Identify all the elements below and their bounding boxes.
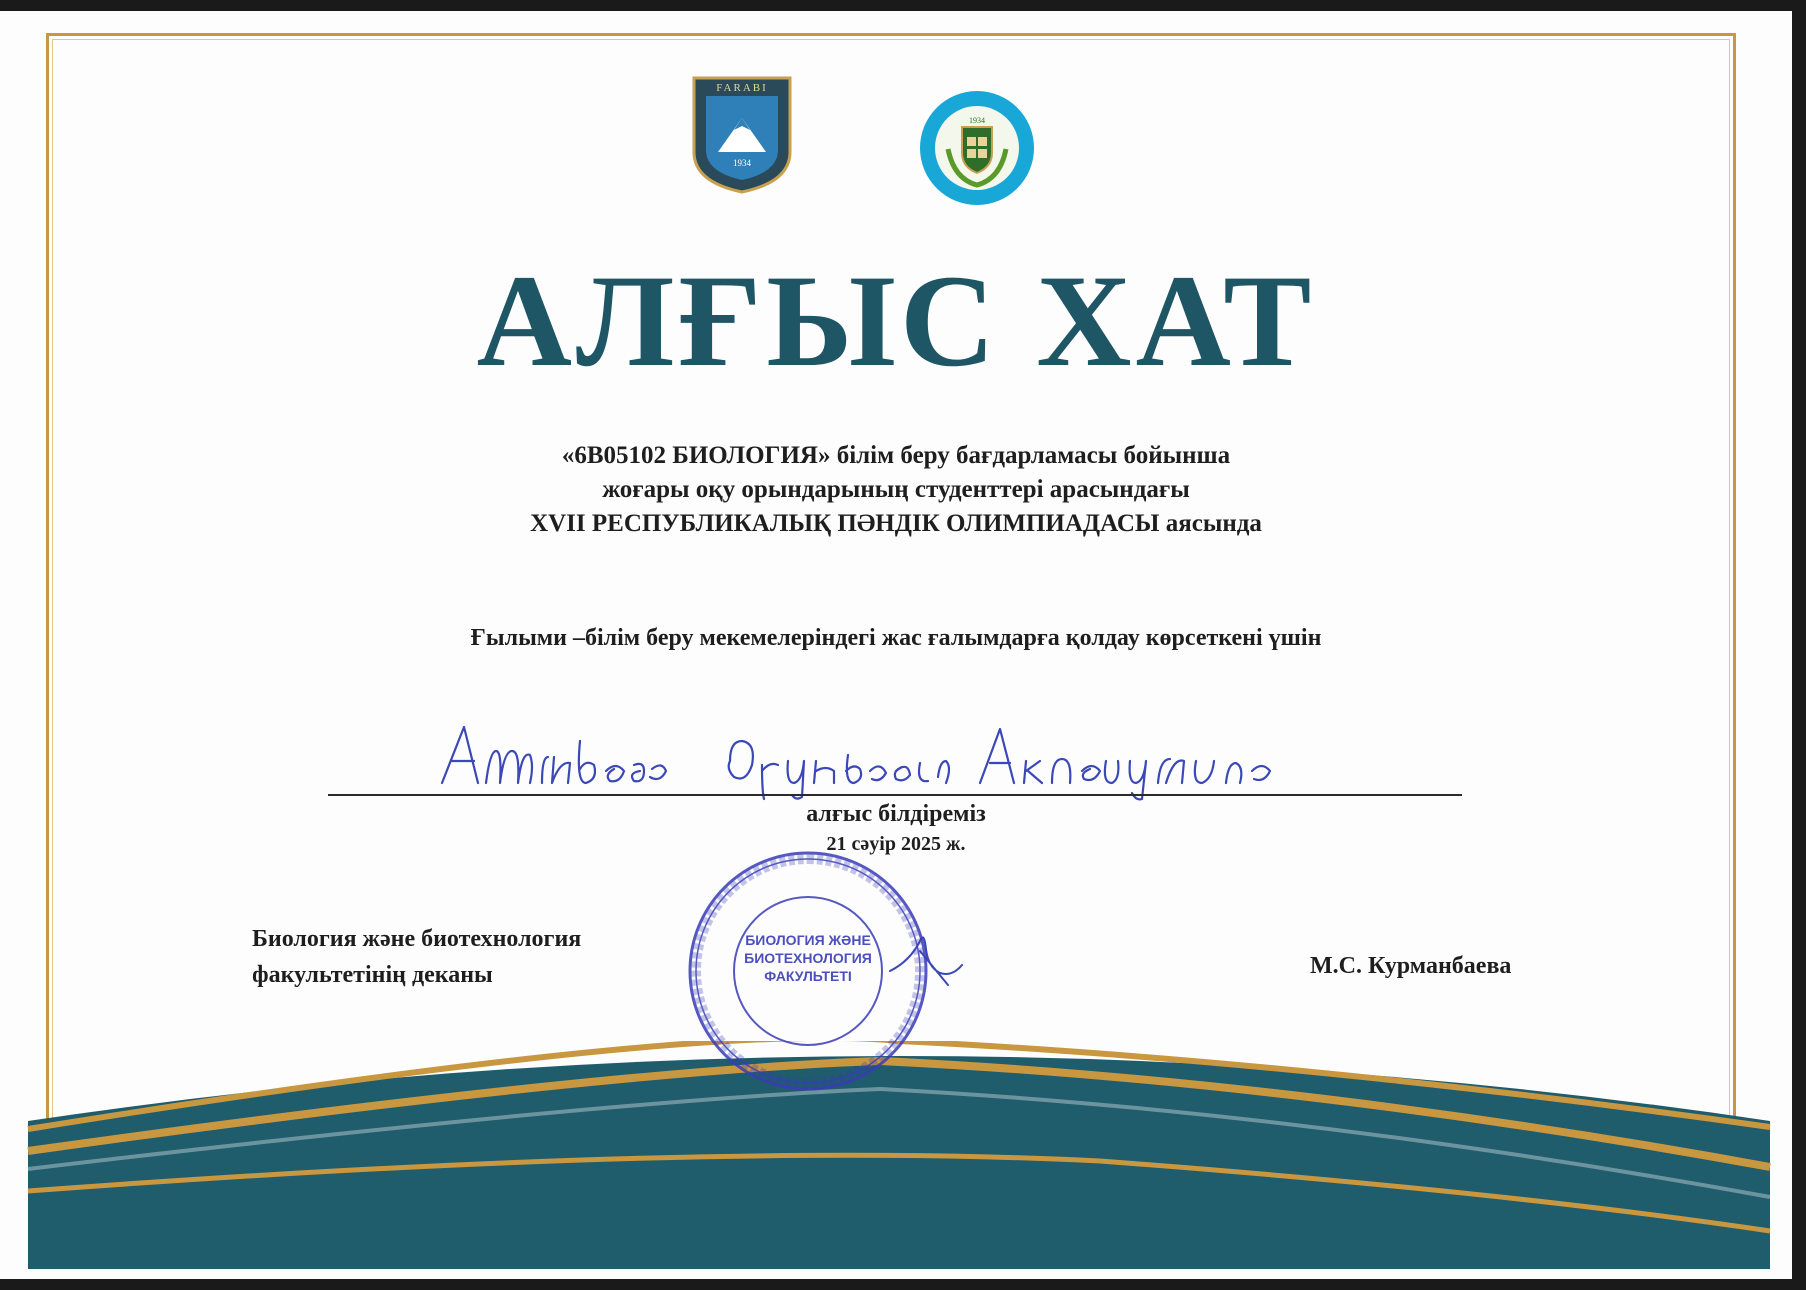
award-reason: Ғылыми –білім беру мекемелеріндегі жас ғалымдарға қолдау көрсеткені үшін: [470, 625, 1322, 651]
svg-text:1934: 1934: [969, 116, 985, 125]
dean-title: [252, 921, 581, 993]
recipient-name-line: [328, 794, 1462, 796]
dean-name: М.С. Курманбаева: [1310, 953, 1512, 979]
program-line-2: жоғары оқу орындарының студенттері арасындағы: [602, 476, 1190, 503]
dean-title-line-2: факультетінің деканы: [252, 962, 493, 988]
certificate-date: 21 сәуір 2025 ж.: [826, 833, 966, 855]
handwritten-recipient-name: [430, 721, 1370, 801]
svg-text:FARABI: FARABI: [716, 82, 768, 94]
dean-title-line-1: Биология және биотехнология: [252, 926, 582, 952]
certificate-title: АЛҒЫС ХАТ: [476, 247, 1316, 394]
program-description: [0, 439, 1792, 541]
farabi-university-logo: [690, 74, 794, 194]
program-line-1: «6В05102 БИОЛОГИЯ» білім беру бағдарламасы бойынша: [561, 442, 1231, 469]
program-line-3: XVII РЕСПУБЛИКАЛЫҚ ПӘНДІК ОЛИМПИАДАСЫ аясында: [530, 510, 1262, 537]
certificate-sheet: [0, 11, 1792, 1279]
faculty-logo: [918, 89, 1036, 207]
stamp-center-text: БИОЛОГИЯ ЖӘНЕ БИОТЕХНОЛОГИЯ ФАКУЛЬТЕТІ: [744, 932, 872, 984]
svg-text:1934: 1934: [733, 158, 751, 168]
thanks-text: алғыс білдіреміз: [806, 801, 986, 827]
